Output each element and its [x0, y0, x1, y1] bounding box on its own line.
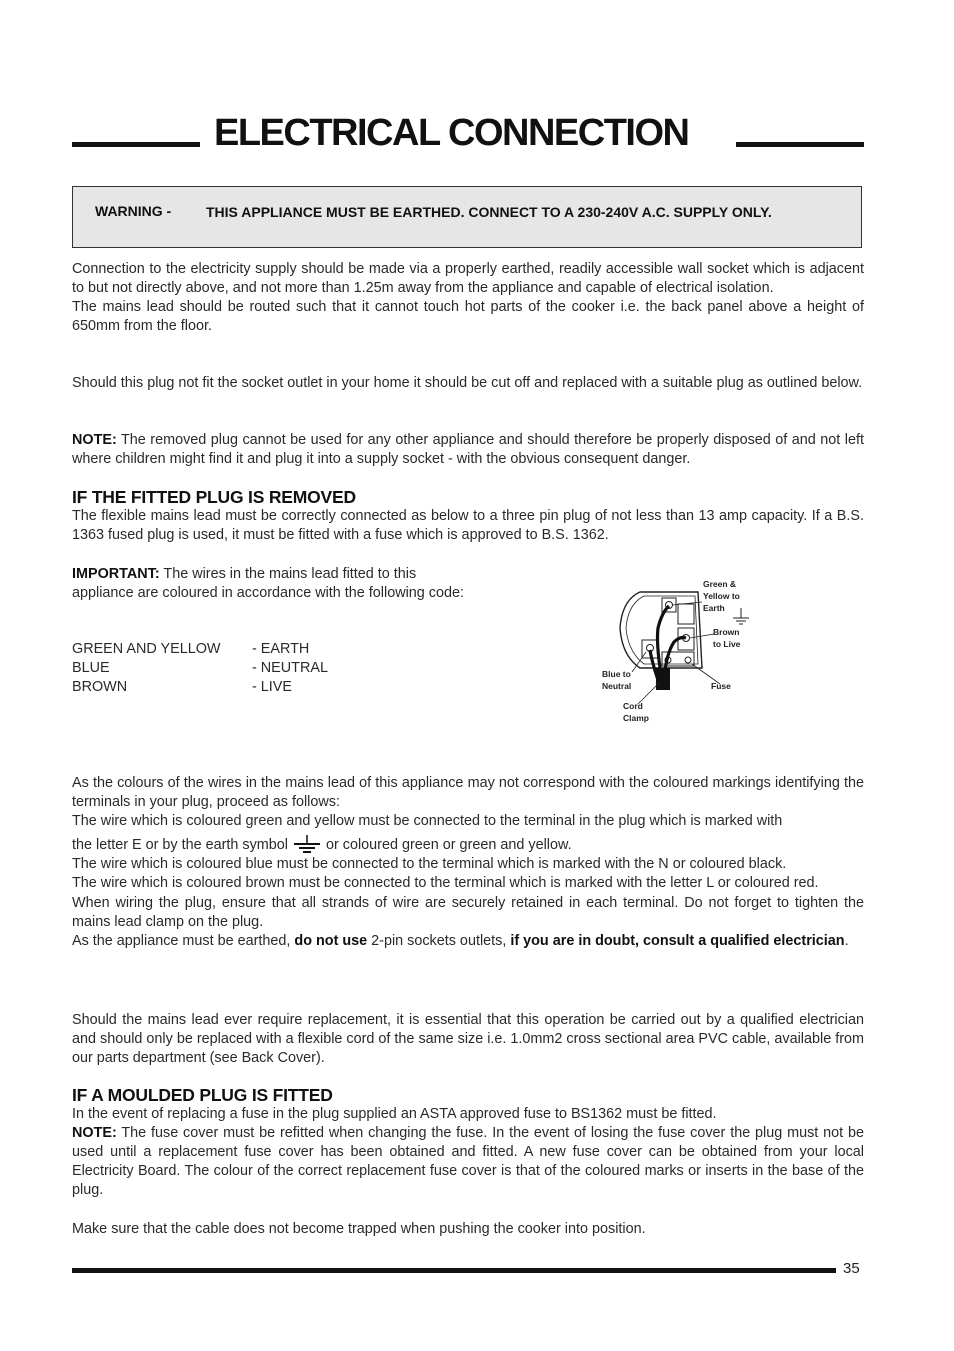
wiring-text-g2: do not use: [294, 932, 368, 949]
wiring-text-c1: the letter E or by the earth symbol: [72, 837, 288, 854]
label-blue-2: Neutral: [602, 681, 632, 691]
page-title: ELECTRICAL CONNECTION: [214, 112, 689, 154]
plug-wiring-diagram: [598, 576, 768, 728]
label-brown-1: Brown: [713, 627, 740, 637]
warning-box: [72, 186, 862, 248]
wire-colour: GREEN AND YELLOW: [72, 641, 221, 657]
wire-colour: BLUE: [72, 660, 110, 676]
warning-text: THIS APPLIANCE MUST BE EARTHED. CONNECT TO A 230-240V A.C. SUPPLY ONLY.: [206, 204, 772, 220]
earth-symbol-icon: [292, 835, 322, 855]
wire-code-row-earth: [72, 641, 310, 657]
intro-text-a: Connection to the electricity supply should be made via a properly earthed, readily accessible wall socket which is adjacent to but not directly above, and not more than 1.25m away from the appliance and capable of electrical isolation.: [72, 261, 864, 297]
intro-paragraph-2: Should this plug not fit the socket outlet in your home it should be cut off and replaced with a suitable plug as outlined below.: [72, 375, 863, 391]
wiring-text-g1: As the appliance must be earthed,: [72, 932, 295, 949]
section-heading-plug-removed: IF THE FITTED PLUG IS REMOVED: [72, 487, 356, 507]
wire-code-row-live: [72, 679, 292, 695]
wire-colour: BROWN: [72, 679, 128, 695]
wiring-text-g5: .: [844, 932, 849, 949]
wiring-text-e: The wire which is coloured brown must be connected to the terminal which is marked with the letter L or coloured red.: [72, 875, 819, 892]
label-fuse: Fuse: [711, 681, 731, 691]
title-rule-left: [72, 142, 200, 147]
leader-lines: [632, 602, 720, 704]
wiring-instructions: [72, 774, 864, 951]
important-paragraph: [72, 565, 472, 603]
warning-label: WARNING -: [95, 203, 172, 219]
wiring-text-g3: 2-pin sockets outlets,: [367, 932, 511, 949]
title-rule-right: [736, 142, 864, 147]
important-label: IMPORTANT:: [72, 566, 160, 582]
section-heading-moulded-plug: IF A MOULDED PLUG IS FITTED: [72, 1085, 333, 1105]
moulded-text: In the event of replacing a fuse in the plug supplied an ASTA approved fuse to BS1362 must be fitted.: [72, 1106, 717, 1122]
note-label: NOTE:: [72, 1125, 117, 1142]
moulded-plug-paragraph: [72, 1105, 864, 1200]
wiring-text-d: The wire which is coloured blue must be connected to the terminal which is marked with the N or coloured black.: [72, 856, 787, 873]
footer-rule: [72, 1268, 836, 1273]
wire-meaning: - LIVE: [252, 679, 292, 695]
note-text: The fuse cover must be refitted when changing the fuse. In the event of losing the fuse cover the plug must not be used until a replacement fuse cover has been obtained and fitted. A new fuse cover can be obtained from your local Electricity Board. The colour of the correct replacement fuse cover is that of the coloured marks or inserts in the base of the plug.: [72, 1125, 864, 1199]
page-number: 35: [843, 1260, 860, 1277]
label-green-yellow-1: Green &: [703, 579, 737, 589]
label-cord-1: Cord: [623, 701, 643, 711]
wire-meaning: - NEUTRAL: [252, 660, 328, 676]
wire-code-row-neutral: [72, 660, 328, 676]
plug-removed-paragraph: The flexible mains lead must be correctly connected as below to a three pin plug of not less than 13 amp capacity. If a B.S. 1363 fused plug is used, it must be fitted with a fuse which is approved to B.S. 1362.: [72, 508, 864, 544]
label-green-yellow-3: Earth: [703, 603, 725, 613]
wiring-text-a: As the colours of the wires in the mains lead of this appliance may not correspond with the coloured markings identifying the terminals in your plug, proceed as follows:: [72, 775, 864, 811]
intro-text-b: The mains lead should be routed such that it cannot touch hot parts of the cooker i.e. the back panel above a height of 650mm from the floor.: [72, 299, 864, 335]
intro-paragraph-1: [72, 260, 864, 336]
important-text: The wires in the mains lead fitted to this appliance are coloured in accordance with the following code:: [72, 566, 464, 602]
label-green-yellow-2: Yellow to: [703, 591, 740, 601]
title-row: [72, 112, 864, 156]
note-text: The removed plug cannot be used for any other appliance and should therefore be properly disposed of and not left where children might find it and plug it into a supply socket - with the obvious consequent danger.: [72, 432, 864, 468]
cable-paragraph: Make sure that the cable does not become trapped when pushing the cooker into position.: [72, 1221, 646, 1237]
label-brown-2: to Live: [713, 639, 741, 649]
wire-meaning: - EARTH: [252, 641, 310, 657]
wiring-text-f: When wiring the plug, ensure that all strands of wire are securely retained in each terminal. Do not forget to tighten the mains lead clamp on the plug.: [72, 894, 864, 930]
replacement-paragraph: Should the mains lead ever require replacement, it is essential that this operation be carried out by a qualified electrician and should only be replaced with a flexible cord of the same size i.e. 1.0mm2 cross sectional area PVC cable, available from our parts department (see Back Cover).: [72, 1012, 864, 1067]
label-blue-1: Blue to: [602, 669, 631, 679]
wiring-text-b: The wire which is coloured green and yellow must be connected to the terminal in the plug which is marked with: [72, 813, 783, 830]
earth-symbol-icon: [733, 608, 749, 624]
note-label: NOTE:: [72, 432, 117, 448]
wiring-text-c2: or coloured green or green and yellow.: [325, 837, 572, 854]
label-cord-2: Clamp: [623, 713, 649, 723]
cable: [656, 668, 670, 690]
intro-note: [72, 431, 864, 469]
wiring-text-g4: if you are in doubt, consult a qualified electrician: [510, 932, 845, 949]
